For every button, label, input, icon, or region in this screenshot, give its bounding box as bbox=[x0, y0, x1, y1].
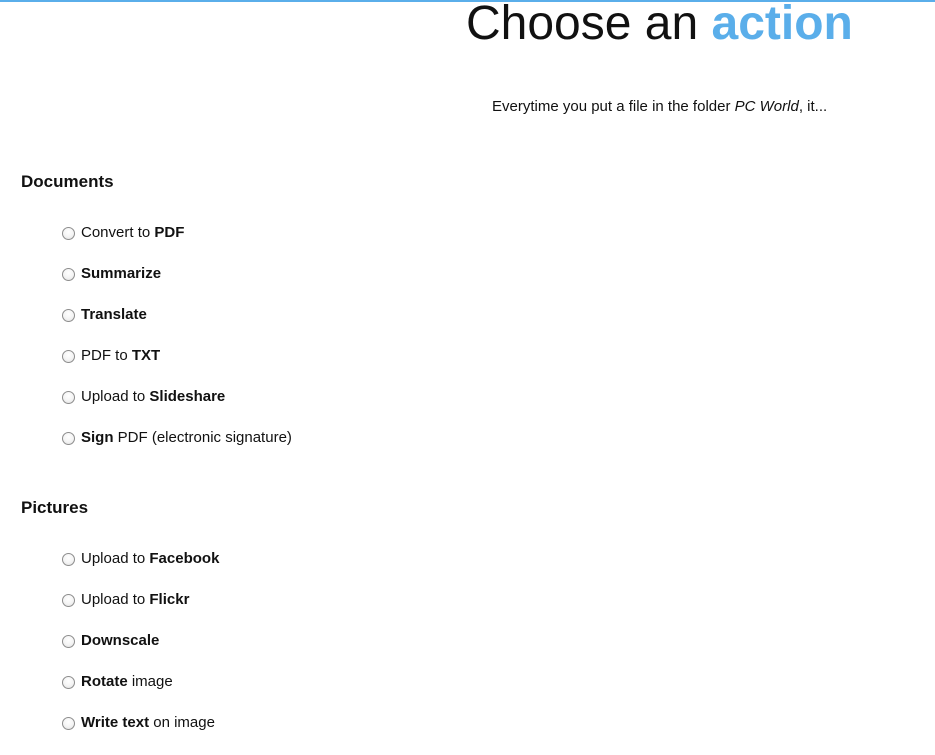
title-prefix: Choose an bbox=[466, 0, 699, 50]
option-pdf-to-txt[interactable] bbox=[62, 347, 292, 388]
option-label: Sign PDF (electronic signature) bbox=[81, 429, 292, 446]
option-translate[interactable] bbox=[62, 306, 292, 347]
option-label: Downscale bbox=[81, 632, 160, 649]
option-summarize[interactable] bbox=[62, 265, 292, 306]
option-label: Upload to Slideshare bbox=[81, 388, 226, 405]
radio-button[interactable] bbox=[62, 594, 75, 607]
radio-button[interactable] bbox=[62, 553, 75, 566]
option-label: Translate bbox=[81, 306, 147, 323]
section-heading-pictures: Pictures bbox=[21, 498, 89, 517]
page-subtitle bbox=[492, 96, 827, 118]
option-label: Write text on image bbox=[81, 714, 215, 731]
option-downscale[interactable] bbox=[62, 632, 219, 673]
radio-button[interactable] bbox=[62, 717, 75, 730]
radio-button[interactable] bbox=[62, 635, 75, 648]
title-accent: action bbox=[711, 0, 853, 50]
radio-button[interactable] bbox=[62, 676, 75, 689]
option-write-text-on-image[interactable] bbox=[62, 714, 219, 755]
option-label: Summarize bbox=[81, 265, 162, 282]
pictures-options bbox=[62, 550, 219, 755]
radio-button[interactable] bbox=[62, 432, 75, 445]
subtitle-suffix: , it... bbox=[798, 98, 828, 115]
section-heading-documents: Documents bbox=[21, 172, 114, 191]
option-upload-to-slideshare[interactable] bbox=[62, 388, 292, 429]
option-upload-to-flickr[interactable] bbox=[62, 591, 219, 632]
option-convert-to-pdf[interactable] bbox=[62, 224, 292, 265]
option-label: PDF to TXT bbox=[81, 347, 161, 364]
page-title bbox=[466, 0, 853, 56]
radio-button[interactable] bbox=[62, 391, 75, 404]
radio-button[interactable] bbox=[62, 227, 75, 240]
documents-options bbox=[62, 224, 292, 470]
option-sign-pdf[interactable] bbox=[62, 429, 292, 470]
option-label: Upload to Facebook bbox=[81, 550, 220, 567]
option-upload-to-facebook[interactable] bbox=[62, 550, 219, 591]
radio-button[interactable] bbox=[62, 268, 75, 281]
radio-button[interactable] bbox=[62, 350, 75, 363]
option-rotate-image[interactable] bbox=[62, 673, 219, 714]
option-label: Convert to PDF bbox=[81, 224, 185, 241]
subtitle-prefix: Everytime you put a file in the folder bbox=[492, 98, 731, 115]
option-label: Upload to Flickr bbox=[81, 591, 190, 608]
option-label: Rotate image bbox=[81, 673, 173, 690]
subtitle-folder-name: PC World bbox=[734, 98, 799, 115]
radio-button[interactable] bbox=[62, 309, 75, 322]
